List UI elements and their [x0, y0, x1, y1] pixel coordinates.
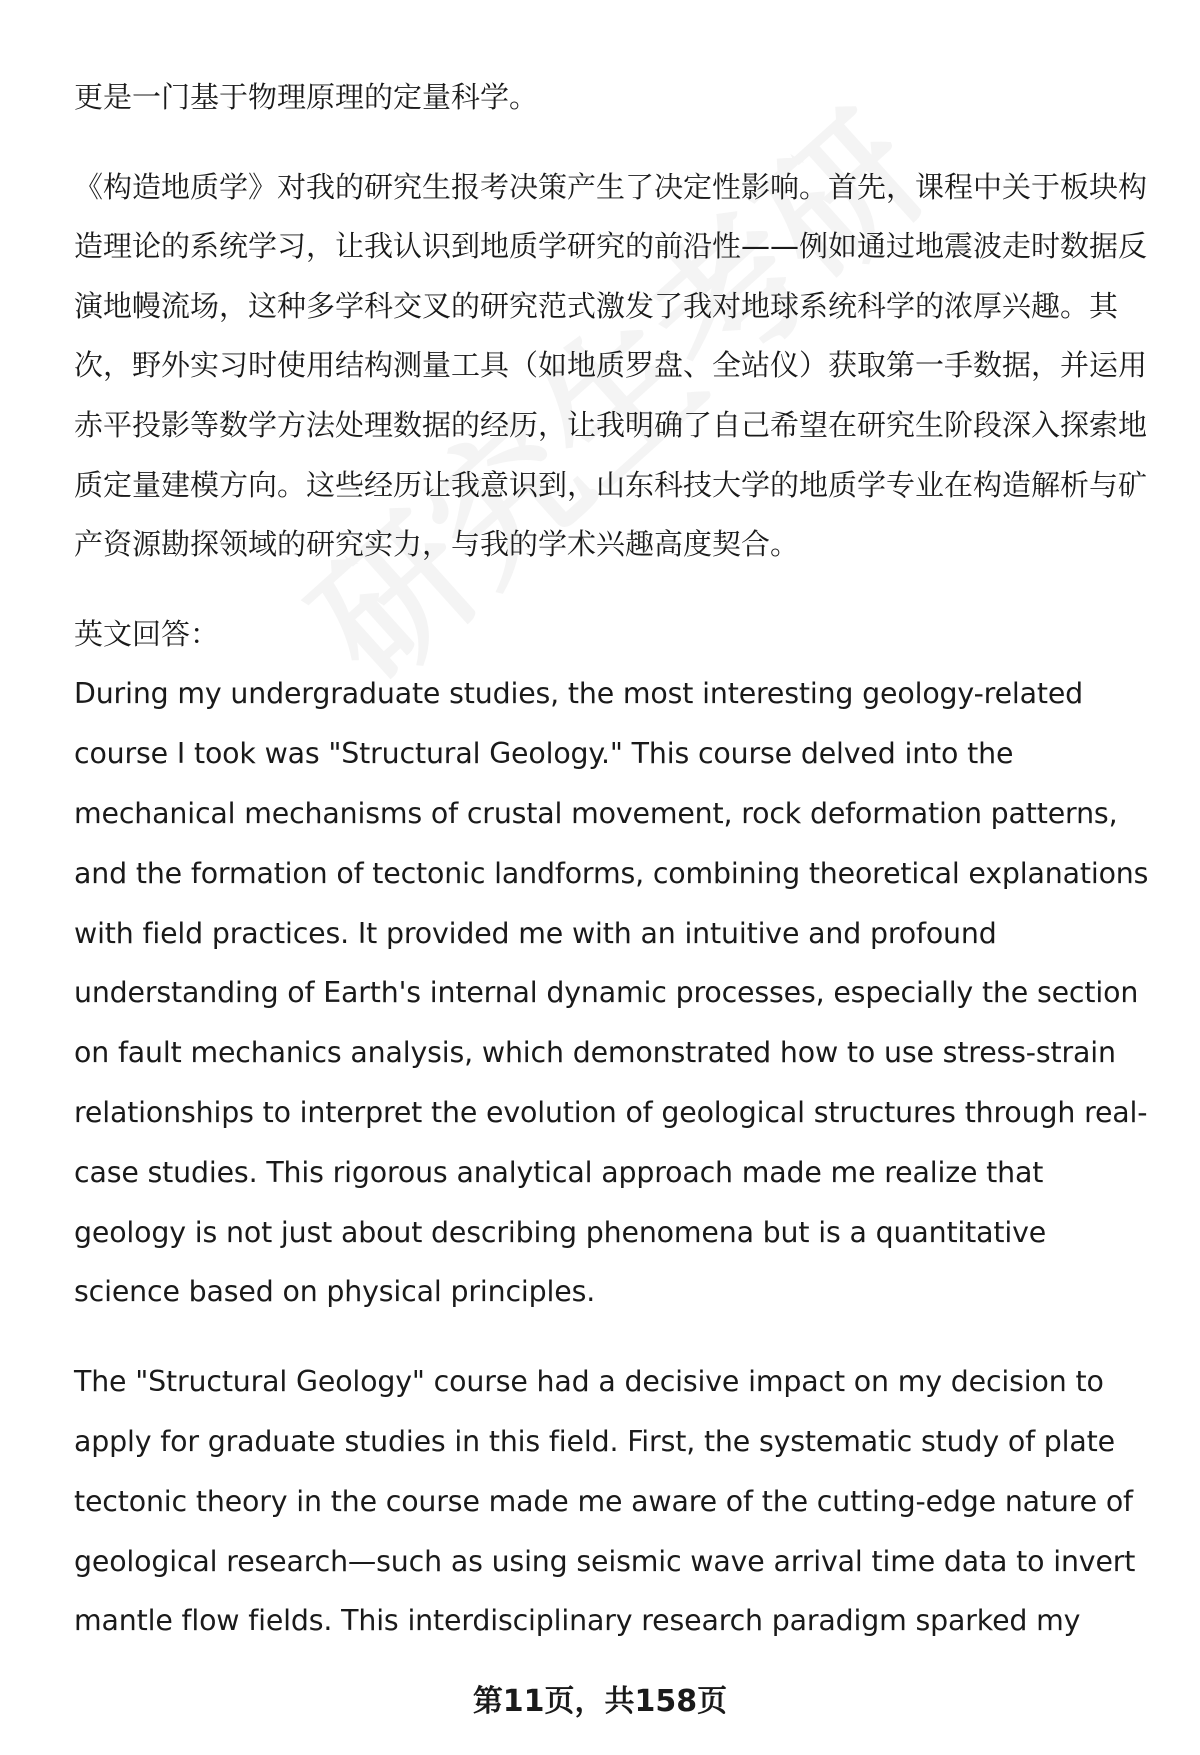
- paragraph-en-impact: The "Structural Geology" course had a decisive impact on my decision to apply for graduate studies in this field. First, the systematic study of plate tectonic theory in the course made me aware of the cutting-edge nature of geological research—such as using seismic wave arrival time data to invert mantle flow fields. This interdisciplinary research paradigm sparked my: [74, 1365, 1136, 1638]
- english-answer-heading: 英文回答：: [74, 616, 220, 651]
- page-content: [74, 68, 1154, 1651]
- paragraph-cn-impact: 《构造地质学》对我的研究生报考决策产生了决定性影响。首先，课程中关于板块构造理论的系统学习，让我认识到地质学研究的前沿性——例如通过地震波走时数据反演地幔流场，这种多学科交叉的研究范式激发了我对地球系统科学的浓厚兴趣。其次，野外实习时使用结构测量工具（如地质罗盘、全站仪）获取第一手数据，并运用赤平投影等数学方法处理数据的经历，让我明确了自己希望在研究生阶段深入探索地质定量建模方向。这些经历让我意识到，山东科技大学的地质学专业在构造解析与矿产资源勘探领域的研究实力，与我的学术兴趣高度契合。: [74, 169, 1148, 562]
- page-number: 第11页，共158页: [472, 1684, 728, 1719]
- paragraph-cn-conclusion: 更是一门基于物理原理的定量科学。: [74, 80, 539, 114]
- paragraph-en-course: During my undergraduate studies, the most interesting geology-related course I took was "Structural Geology." This course delved into the mechanical mechanisms of crustal movement, rock deformation patterns, and the formation of tectonic landforms, combining theoretical explanations with field practices. It provided me with an intuitive and profound understanding of Earth's internal dynamic processes, especially the section on fault mechanics analysis, which demonstrated how to use stress-strain relationships to interpret the evolution of geological structures through real-case studies. This rigorous analytical approach made me realize that geology is not just about describing phenomena but is a quantitative science based on physical principles.: [74, 677, 1149, 1309]
